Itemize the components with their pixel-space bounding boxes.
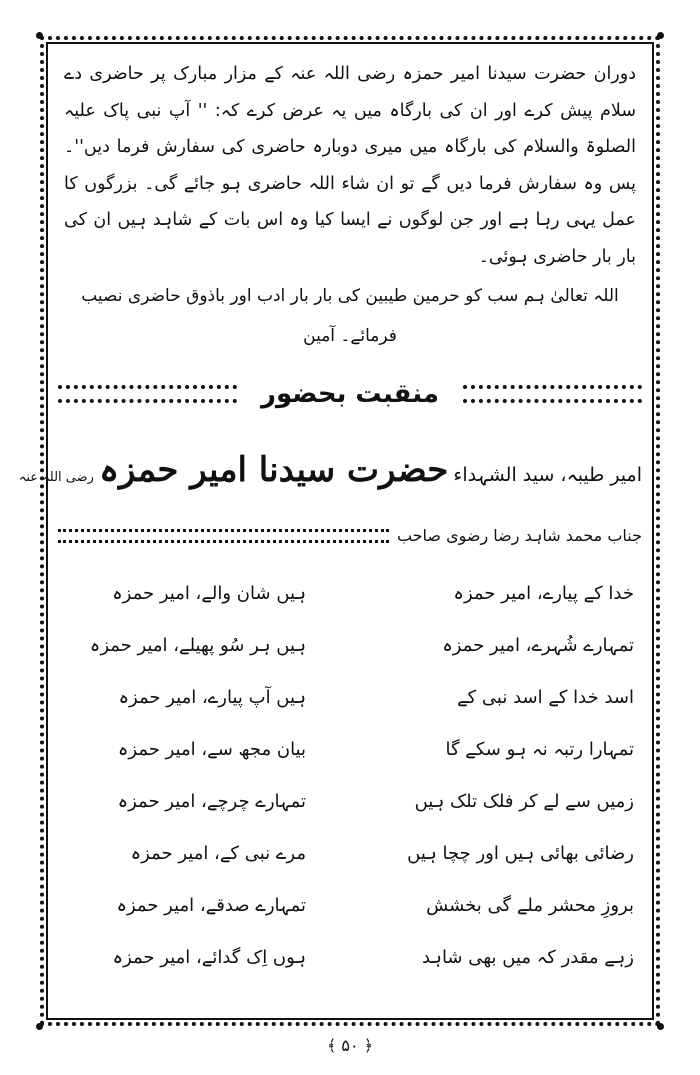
section-heading: منقبت بحضور <box>260 378 439 409</box>
poem-couplet <box>58 672 642 724</box>
poem-line-second: ہیں آپ پیارے، امیر حمزہ <box>118 686 306 708</box>
poem-line-first: تمہارا رتبہ نہ ہو سکے گا <box>445 738 634 760</box>
poem <box>58 568 642 984</box>
poem-couplet <box>58 880 642 932</box>
corner-bead <box>36 1023 43 1030</box>
dua-line: اللہ تعالیٰ ہم سب کو حرمین طیبین کی بار بار ادب اور باذوق حاضری نصیب فرمائے۔ آمین <box>81 285 619 346</box>
heading-dots-left <box>58 385 237 403</box>
poem-line-first: رضائی بھائی ہیں اور چچا ہیں <box>407 842 634 864</box>
page-content <box>18 56 642 1016</box>
page-number-row <box>0 1036 700 1055</box>
page-number: ۵۰ <box>341 1036 359 1055</box>
poem-couplet <box>58 724 642 776</box>
author-name: جناب محمد شاہد رضا رضوی صاحب <box>396 526 642 546</box>
poem-couplet <box>58 828 642 880</box>
poem-line-second: مرے نبی کے، امیر حمزہ <box>130 842 306 864</box>
subtitle-suffix: رضی اللہ عنہ <box>18 469 94 485</box>
subtitle-main: حضرت سیدنا امیر حمزہ <box>99 449 449 490</box>
author-dots <box>58 529 389 543</box>
heading-dots-right <box>463 385 642 403</box>
poem-line-second: تمہارے صدقے، امیر حمزہ <box>116 894 306 916</box>
poem-couplet <box>58 620 642 672</box>
poem-line-second: تمہارے چرچے، امیر حمزہ <box>117 790 306 812</box>
poem-couplet <box>58 568 642 620</box>
poem-line-first: زہے مقدر کہ میں بھی شاہد <box>421 946 634 968</box>
corner-bead <box>657 32 664 39</box>
corner-bead <box>36 32 43 39</box>
corner-bead <box>657 1023 664 1030</box>
ornament-bracket-icon: ﴾ <box>326 1036 337 1055</box>
author-row <box>58 522 642 550</box>
subtitle <box>18 440 642 500</box>
poem-line-first: زمیں سے لے کر فلک تلک ہیں <box>414 790 634 812</box>
poem-line-second: بیان مجھ سے، امیر حمزہ <box>117 738 306 760</box>
poem-line-first: خدا کے پیارے، امیر حمزہ <box>453 582 634 604</box>
section-heading-row <box>58 372 642 416</box>
poem-line-first: بروزِ محشر ملے گی بخشش <box>426 894 634 916</box>
ornament-bracket-icon: ﴿ <box>363 1036 374 1055</box>
poem-line-first: تمہارے شُہرے، امیر حمزہ <box>442 634 634 656</box>
poem-line-first: اسد خدا کے اسد نبی کے <box>457 686 634 708</box>
subtitle-prefix: امیر طیبہ، سید الشہداء <box>453 463 642 486</box>
poem-line-second: ہوں اِک گدائے، امیر حمزہ <box>112 946 306 968</box>
body-paragraph: دوران حضرت سیدنا امیر حمزہ رضی اللہ عنہ کے مزار مبارک پر حاضری دے سلام پیش کرے اور ان کی بارگاہ میں یہ عرض کرے کہ: '' آپ نبی پاک علیہ الصلوۃ والسلام کی بارگاہ میں میری دوبارہ حاضری کی سفارش فرما دیں''۔ پس وہ سفارش فرما دیں گے تو ان شاء اللہ حاضری ہو جائے گی۔ بزرگوں کا عمل یہی رہا ہے اور جن لوگوں نے ایسا کیا وہ اس بات کے شاہد ہیں ان کی بار بار حاضری ہوئی۔ <box>64 64 636 267</box>
poem-line-second: ہیں ہر سُو پھیلے، امیر حمزہ <box>89 634 306 656</box>
poem-couplet <box>58 776 642 828</box>
poem-couplet <box>58 932 642 984</box>
poem-line-second: ہیں شان والے، امیر حمزہ <box>112 582 306 604</box>
